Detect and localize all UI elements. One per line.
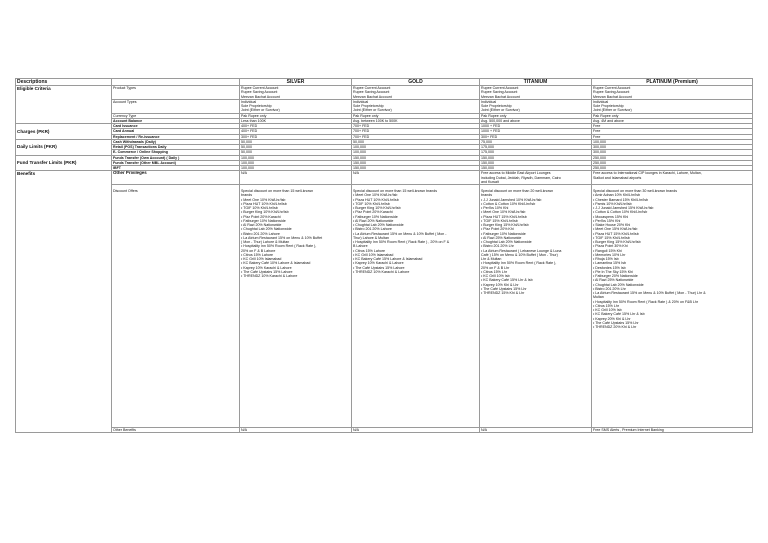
offer-line: • Burger King 15% Khi/Lhr/Isb bbox=[593, 240, 641, 244]
offer-line: • Pizz Point 20% Khi bbox=[481, 227, 514, 232]
offer-line: • Citrus 15% Lhr bbox=[481, 269, 508, 274]
gold-card-annual: 700+ FED bbox=[352, 129, 480, 134]
offer-line: • Kaprey 10% Khi & Lhr bbox=[481, 282, 519, 287]
offer-line: • Fatburger 10% Nationwide bbox=[241, 218, 286, 223]
label-replacement: Replacement / Re-issuance bbox=[112, 134, 240, 139]
offer-line: • Burger King 10% Khi/Lhr/Isb bbox=[241, 210, 289, 215]
offer-line: • Fatburger 10% Nationwide bbox=[481, 231, 526, 236]
silver-cash-withdrawals: 50,000 bbox=[240, 139, 352, 144]
row-discount-offers bbox=[16, 185, 753, 428]
section-daily-limits: Daily Limits (PKR) bbox=[16, 139, 112, 155]
offer-line: Special discount on more than 30 well-known brands bbox=[593, 189, 678, 193]
section-benefits: Benefits bbox=[16, 171, 112, 433]
label-discount-offers: Discount Offers bbox=[112, 185, 240, 428]
offer-line: • Rhuja 15% Isb bbox=[593, 257, 619, 261]
silver-ecommerce: 50,000 bbox=[240, 150, 352, 155]
platinum-account-balance: Avg. 4M and above bbox=[592, 118, 753, 123]
platinum-funds-own: 250,000 bbox=[592, 155, 753, 160]
offer-line: • Rangoli 15% Khi bbox=[593, 248, 622, 253]
titanium-card-issuance: 1000 + FED bbox=[480, 124, 592, 129]
titanium-account-balance: Avg. 500,000 and above bbox=[480, 118, 592, 123]
offer-line: • Bistro 201 20% Lhr bbox=[481, 244, 514, 249]
gold-other-benefits: N/A bbox=[352, 428, 480, 433]
section-eligible-criteria: Eligible Criteria bbox=[16, 86, 112, 124]
offer-line: • Lamantina 15% Isb bbox=[593, 261, 627, 266]
platinum-ibft: 250,000 bbox=[592, 166, 753, 171]
platinum-other-benefits: Free SMS Alerts , Premium Internet Banking bbox=[592, 428, 753, 433]
label-funds-own: Funds Transfer (Own Account) ( Daily ) bbox=[112, 155, 240, 160]
offer-line: • KC Grill 10% Islamabad bbox=[241, 257, 282, 261]
platinum-ecommerce: 300,000 bbox=[592, 150, 753, 155]
titanium-card-annual: 1000 + FED bbox=[480, 129, 592, 134]
offer-line: • Citrus 15% Lahore bbox=[241, 252, 274, 257]
gold-account-types: Individual Sole Proprietorship Joint (Either or Survivor) bbox=[352, 99, 480, 113]
offer-line: • La Atrium Restaurant 15% on Menu & 10% Buffet ( Mon - bbox=[353, 231, 447, 236]
offer-line: • Citrus 15% Lahore bbox=[353, 248, 386, 253]
label-cash-withdrawals: Cash Withdrawals (Daily) bbox=[112, 139, 240, 144]
offer-line: • TGIF 10% Khi/Lhr/Isb bbox=[353, 201, 390, 206]
titanium-funds-own: 150,000 bbox=[480, 155, 592, 160]
offer-line: • Meet One 15% Khi/Lhr/Isb bbox=[593, 227, 638, 232]
titanium-currency-type: Pak Rupee only bbox=[480, 113, 592, 118]
silver-replacement: 300+ FED bbox=[240, 134, 352, 139]
silver-product-types: Rupee Current Account Rupee Saving Account Meezan Bachat Account bbox=[240, 86, 352, 100]
offer-line: • La Atrium Restaurant 15% on Menu & 10% Buffet bbox=[241, 235, 323, 240]
offer-line: • Al Razi 25% Nationwide bbox=[593, 278, 634, 283]
offer-line: • The Café Upstairs 15% Lhr bbox=[593, 320, 639, 325]
offer-line: • La Atrium Restaurant 15% on Menu & 10% Buffet ( Mon - Thur) Lhr & bbox=[593, 291, 706, 295]
platinum-card-issuance: Free bbox=[592, 124, 753, 129]
header-platinum: PLATINUM (Premium) bbox=[592, 79, 753, 86]
offer-line: 20% on F & B Lhr bbox=[481, 265, 510, 270]
header-descriptions: Descriptions bbox=[16, 79, 112, 86]
label-product-types: Product Types bbox=[112, 86, 240, 100]
offer-line: • J.J Junaid Jamshed 10% Khi/Lhr/Isb bbox=[481, 197, 542, 202]
offer-line: • Desfordes 15% Isb bbox=[593, 265, 626, 270]
header-row bbox=[16, 79, 753, 86]
offer-line: Special discount on more than 15 well-known bbox=[241, 189, 314, 193]
silver-other-benefits: N/A bbox=[240, 428, 352, 433]
silver-retail-pos: 50,000 bbox=[240, 145, 352, 150]
silver-account-types: Individual Sole Proprietorship Joint (Either or Survivor) bbox=[240, 99, 352, 113]
gold-retail-pos: 100,000 bbox=[352, 145, 480, 150]
platinum-other-privileges: Free access to International CIP lounges in Karachi, Lahore, Multan, Sialkot and Islamabad airports bbox=[592, 171, 753, 185]
titanium-funds-other: 150,000 bbox=[480, 160, 592, 165]
offer-line: • Bistro 201 20% Lahore bbox=[353, 227, 392, 232]
offer-line: • Chughtai Lab 20% Nationwide bbox=[593, 282, 644, 287]
gold-ecommerce: 100,000 bbox=[352, 150, 480, 155]
offer-line: • Bistro 201 20% Lahore bbox=[241, 231, 280, 236]
offer-line: • Pizza HUT 10% Khi/Lhr/Isb bbox=[353, 197, 399, 202]
offer-line: • Pie In The Sky 15% Khi bbox=[593, 269, 633, 274]
header-silver: SILVER bbox=[240, 79, 352, 86]
gold-cash-withdrawals: 50,000 bbox=[352, 139, 480, 144]
silver-ibft: 100,000 bbox=[240, 166, 352, 171]
row-account-types bbox=[16, 99, 753, 113]
offer-line: • Chughtai Lab 20% Nationwide bbox=[241, 227, 292, 232]
offer-line: • Stake House 20% Khi bbox=[593, 223, 631, 227]
offer-line: • Hospitality Inn 50% Room Rent ( Rack Rate ), bbox=[241, 244, 317, 249]
offer-line: • Cotton & Cotton 10% Khi/Lhr/Isb bbox=[593, 210, 648, 215]
offer-line: • Meet One 10% Khi/Lhr/Isb bbox=[481, 210, 526, 215]
gold-funds-other: 150,000 bbox=[352, 160, 480, 165]
offer-line: Multan bbox=[593, 295, 604, 300]
offer-line: brands bbox=[481, 193, 492, 198]
offer-line: • Kaprey 20% Khi & Lhr bbox=[593, 316, 631, 321]
row-other-privileges bbox=[16, 171, 753, 185]
platinum-product-types: Rupee Current Account Rupee Saving Account Meezan Bachat Account bbox=[592, 86, 753, 100]
offer-line: • TGIF 15% Khi/Lhr/Isb bbox=[481, 218, 518, 223]
titanium-replacement: 300+ FED bbox=[480, 134, 592, 139]
offer-line: • Burger King 15% Khi/Lhr/Isb bbox=[481, 223, 529, 227]
offer-line: Thur) Lahore & Multan bbox=[353, 235, 389, 240]
gold-ibft: 150,000 bbox=[352, 166, 480, 171]
offer-line: • Cotton & Cotton 10% Khi/Lhr/Isb bbox=[481, 201, 536, 206]
offer-line: • KC Grill 10% Isb bbox=[593, 308, 622, 312]
offer-line: • Pizz Point 20% Karachi bbox=[241, 214, 281, 219]
offer-line: • Al Razi 20% Nationwide bbox=[353, 218, 394, 223]
offer-line: • Pizza HUT 15% Khi/Lhr/Isb bbox=[481, 214, 527, 219]
offer-line: • Hospitality Inn 50% Room Rent ( Rack Rate ) , 20% on F & bbox=[353, 240, 450, 244]
offer-line: • Kaprey 10% Karachi & Lahore bbox=[241, 265, 292, 270]
gold-card-issuance: 700+ FED bbox=[352, 124, 480, 129]
silver-card-annual: 400+ FED bbox=[240, 129, 352, 134]
label-ecommerce: E- Commerce / Online Shopping bbox=[112, 150, 240, 155]
titanium-retail-pos: 175,000 bbox=[480, 145, 592, 150]
platinum-account-types: Individual Sole Proprietorship Joint (Either or Survivor) bbox=[592, 99, 753, 113]
offer-line: • TGIF 10% Khi/Lhr/Isb bbox=[241, 206, 278, 210]
offer-line: • Hospitality Inn 50% Room Rent ( Rack Rate ), bbox=[481, 261, 557, 266]
platinum-replacement: Free bbox=[592, 134, 753, 139]
offer-line: • Pizza HUT 15% Khi/Lhr/Isb bbox=[593, 231, 639, 236]
label-other-privileges: Other Privileges bbox=[112, 171, 240, 185]
offer-line: • La Atrium Restaurant ( Lebanese Lounge & Luna bbox=[481, 248, 562, 253]
offer-line: • THRENDZ 20% Khi & Lhr bbox=[593, 325, 637, 329]
offer-line: brands bbox=[241, 193, 252, 198]
offer-line: Lhr & Multan bbox=[481, 257, 502, 261]
platinum-discount-offers bbox=[592, 185, 753, 428]
offer-line: • KC Bakery Café 15% Lhr & Isb bbox=[481, 278, 533, 283]
offer-line: • THRENDZ 10% Karachi & Lahore bbox=[353, 269, 410, 274]
silver-account-balance: Less than 100K bbox=[240, 118, 352, 123]
gold-funds-own: 150,000 bbox=[352, 155, 480, 160]
offer-line: • Pizz Point 20% Karachi bbox=[353, 210, 393, 215]
silver-funds-own: 100,000 bbox=[240, 155, 352, 160]
label-other-benefits: Other Benefits bbox=[112, 428, 240, 433]
titanium-account-types: Individual Sole Proprietorship Joint (Either or Survivor) bbox=[480, 99, 592, 113]
header-blank bbox=[112, 79, 240, 86]
titanium-other-benefits: N/A bbox=[480, 428, 592, 433]
offer-line: • Kaprey 10% Karachi & Lahore bbox=[353, 261, 404, 266]
offer-line: • Burger King 10% Khi/Lhr/Isb bbox=[353, 206, 401, 210]
offer-line: • Pizza HUT 10% Khi/Lhr/Isb bbox=[241, 201, 287, 206]
label-card-issuance: Card Issuance bbox=[112, 124, 240, 129]
offer-line: • Meet One 10% Khi/Lhr/Isb bbox=[241, 197, 286, 202]
offer-line: Café ) 15% on Menu & 10% Buffet ( Mon - Thur) bbox=[481, 252, 558, 257]
offer-line: • Peri'ks 10% Khi bbox=[481, 206, 509, 210]
silver-discount-offers bbox=[240, 185, 352, 428]
offer-line: • Bistro 201 20% Lhr bbox=[593, 286, 626, 291]
gold-other-privileges: N/A bbox=[352, 171, 480, 185]
offer-line: • KC Bakery Café 15% Lahore & Islamabad bbox=[353, 257, 423, 261]
offer-line: • Al Razi 25% Nationwide bbox=[481, 235, 522, 240]
titanium-ecommerce: 175,000 bbox=[480, 150, 592, 155]
offer-line: • The Café Upstairs 15% Lahore bbox=[353, 265, 405, 270]
section-fund-transfer: Fund Transfer Limits (PKR) bbox=[16, 155, 112, 171]
offer-line: Special discount on more than 15 well-known brands bbox=[353, 189, 438, 193]
offer-line: • THRENDZ 10% Karachi & Lahore bbox=[241, 274, 298, 278]
card-comparison-table bbox=[15, 78, 753, 433]
platinum-currency-type: Pak Rupee only bbox=[592, 113, 753, 118]
offer-line: • Chester Barnard 15% Khi/Lhr/Isb bbox=[593, 197, 648, 202]
gold-discount-offers bbox=[352, 185, 480, 428]
header-gold: GOLD bbox=[352, 79, 480, 86]
gold-currency-type: Pak Rupee only bbox=[352, 113, 480, 118]
offer-line: • TGIF 15% Khi/Lhr/Isb bbox=[593, 235, 630, 240]
gold-replacement: 700+ FED bbox=[352, 134, 480, 139]
offer-line: • Peri'ks 15% Khi bbox=[593, 218, 621, 223]
label-funds-other: Funds Transfer (Other MBL Account) bbox=[112, 160, 240, 165]
offer-line: • The Café Upstairs 15% Lahore bbox=[241, 269, 293, 274]
titanium-cash-withdrawals: 75,000 bbox=[480, 139, 592, 144]
row-other-benefits bbox=[16, 428, 753, 433]
offer-line: • Chughtai Lab 20% Nationwide bbox=[353, 223, 404, 227]
platinum-funds-other: 250,000 bbox=[592, 160, 753, 165]
header-titanium: TITANIUM bbox=[480, 79, 592, 86]
offer-line: • Amir Adnan 10% Khi/Lhr/Isb bbox=[593, 193, 641, 198]
titanium-product-types: Rupee Current Account Rupee Saving Account Meezan Bachat Account bbox=[480, 86, 592, 100]
silver-other-privileges: N/A bbox=[240, 171, 352, 185]
offer-line: • KC Bakery Café 10% Lahore & Islamabad bbox=[241, 261, 311, 266]
offer-line: • Fatburger 20% Nationwide bbox=[593, 274, 638, 278]
offer-line: • Pizza Point 30% Khi bbox=[593, 244, 628, 249]
silver-funds-other: 100,000 bbox=[240, 160, 352, 165]
label-ibft: IBFT bbox=[112, 166, 240, 171]
offer-line: • Mooaspens 15% Khi bbox=[593, 214, 629, 219]
titanium-ibft: 150,000 bbox=[480, 166, 592, 171]
offer-line: • Al Razi 20% Nationwide bbox=[241, 223, 282, 227]
offer-line: • Meet One 10% Khi/Lhr/Isb bbox=[353, 193, 398, 198]
silver-currency-type: Pak Rupee only bbox=[240, 113, 352, 118]
offer-line: B Lahore bbox=[353, 244, 368, 249]
offer-line: Special discount on more than 20 well-known bbox=[481, 189, 554, 193]
titanium-other-privileges: Free access to Middle East Airport Lounges including Dubai, Jeddah, Riyadh, Dammam, Cairo and Kuwait bbox=[480, 171, 592, 185]
label-retail-pos: Retail (POS) Transactions Daily bbox=[112, 145, 240, 150]
offer-line: • KC Grill 10% Isb bbox=[481, 274, 510, 278]
silver-card-issuance: 400+ FED bbox=[240, 124, 352, 129]
gold-account-balance: Avg. between 100K to 500K bbox=[352, 118, 480, 123]
offer-line: • J.J Junaid Jamshed 15% Khi/Lhr/Isb bbox=[593, 206, 654, 210]
label-currency-type: Currency Type bbox=[112, 113, 240, 118]
offer-line: • Pamis 10% Khi/Lhr/Isb bbox=[593, 201, 632, 206]
label-account-types: Account Types bbox=[112, 99, 240, 113]
offer-line: • KC Bakery Café 15% Lhr & Isb bbox=[593, 312, 645, 317]
section-charges: Charges (PKR) bbox=[16, 124, 112, 140]
platinum-card-annual: Free bbox=[592, 129, 753, 134]
offer-line: • Citrus 15% Lhr bbox=[593, 303, 620, 308]
platinum-cash-withdrawals: 100,000 bbox=[592, 139, 753, 144]
gold-product-types: Rupee Current Account Rupee Saving Account Meezan Bachat Account bbox=[352, 86, 480, 100]
label-card-annual: Card Annual bbox=[112, 129, 240, 134]
offer-line: • Chughtai Lab 20% Nationwide bbox=[481, 240, 532, 244]
offer-line: 20% on F & B Lahore bbox=[241, 248, 276, 253]
titanium-discount-offers bbox=[480, 185, 592, 428]
platinum-retail-pos: 300,000 bbox=[592, 145, 753, 150]
offer-line: • The Café Upstairs 15% Lhr bbox=[481, 286, 527, 291]
offer-line: • KC Grill 10% Islamabad bbox=[353, 252, 394, 257]
row-product-types bbox=[16, 86, 753, 100]
offer-line: • Memories 10% Lhr bbox=[593, 252, 626, 257]
label-account-balance: Account Balance bbox=[112, 118, 240, 123]
offer-line: ( Mon - Thur) Lahore & Multan bbox=[241, 240, 290, 244]
offer-line: • Hospitality Inn 50% Room Rent ( Rack Rate ) & 20% on F&B Lhr bbox=[593, 299, 699, 304]
offer-line: • Fatburger 10% Nationwide bbox=[353, 214, 398, 219]
offer-line: • THRENDZ 15% Khi & Lhr bbox=[481, 291, 525, 295]
comparison-sheet bbox=[15, 78, 753, 433]
